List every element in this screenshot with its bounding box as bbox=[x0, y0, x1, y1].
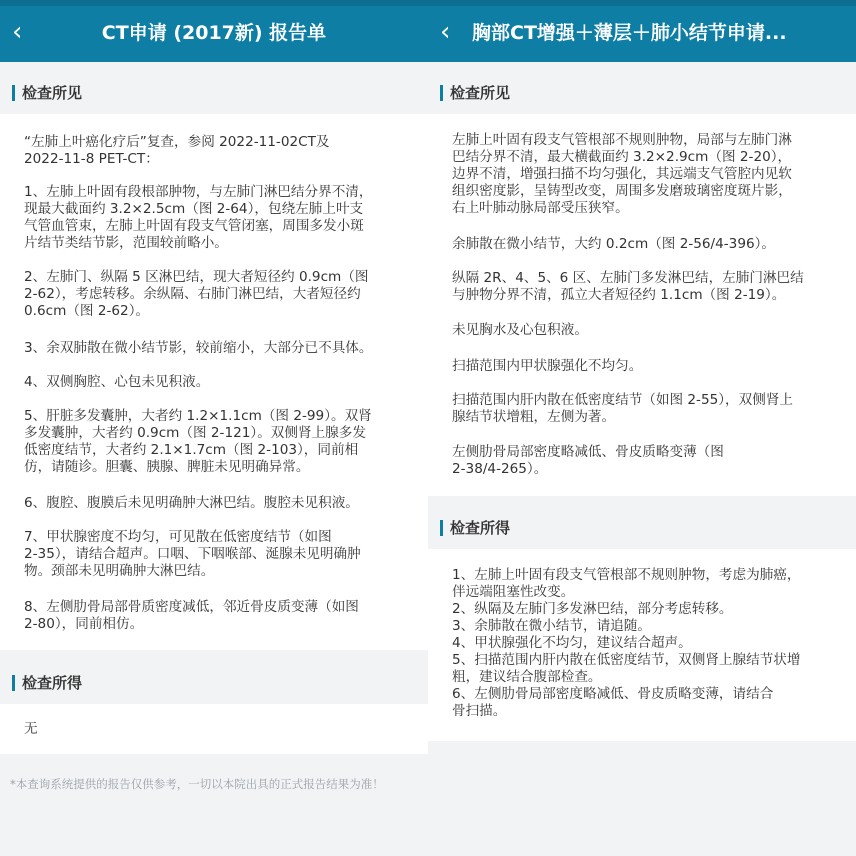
findings-paragraph: 纵隔 2R、4、5、6 区、左肺门多发淋巴结，左肺门淋巴结 与肿物分界不清，孤立大者短径约 1.1cm（图 2-19）。 bbox=[452, 270, 804, 303]
findings-paragraph: “左肺上叶癌化疗后”复查，参阅 2022-11-02CT及 2022-11-8 PET-CT： bbox=[24, 134, 330, 167]
findings-paragraph: 3、余双肺散在微小结节影，较前缩小，大部分已不具体。 bbox=[24, 340, 373, 356]
findings-header-label: 检查所见 bbox=[450, 84, 511, 102]
findings-paragraph: 未见胸水及心包积液。 bbox=[452, 322, 588, 338]
findings-paragraph: 7、甲状腺密度不均匀，可见散在低密度结节（如图 2-35），请结合超声。口咽、下咽喉部、涎腺未见明确肿 物。颈部未见明确肿大淋巴结。 bbox=[24, 529, 361, 579]
findings-paragraph: 4、双侧胸腔、心包未见积液。 bbox=[24, 374, 210, 390]
impression-header-label: 检查所得 bbox=[22, 674, 83, 692]
impression-text: 无 bbox=[24, 721, 38, 737]
page-title: 胸部CT增强＋薄层＋肺小结节申请... bbox=[472, 22, 787, 44]
navigation-bar bbox=[0, 0, 428, 62]
page-title: CT申请 (2017新) 报告单 bbox=[101, 22, 327, 44]
findings-paragraph: 扫描范围内甲状腺强化不均匀。 bbox=[452, 358, 643, 374]
findings-paragraph: 余肺散在微小结节，大约 0.2cm（图 2-56/4-396）。 bbox=[452, 236, 776, 252]
status-bar bbox=[0, 0, 428, 6]
findings-paragraph: 1、左肺上叶固有段根部肿物，与左肺门淋巴结分界不清， 现最大截面约 3.2×2.5cm（图 2-64），包绕左肺上叶支 气管血管束，左肺上叶固有段支气管闭塞，周围多发小斑 片结节类结节影，范围较前略小。 bbox=[24, 184, 373, 251]
disclaimer-note: *本查询系统提供的报告仅供参考，一切以本院出具的正式报告结果为准！ bbox=[10, 777, 384, 791]
findings-card bbox=[0, 114, 428, 650]
status-bar bbox=[428, 0, 856, 6]
findings-section-header bbox=[428, 70, 856, 116]
findings-paragraph: 左肺上叶固有段支气管根部不规则肿物，局部与左肺门淋 巴结分界不清，最大横截面约 3.2×2.9cm（图 2-20）， 边界不清，增强扫描不均匀强化，其远端支气管腔内见软 组织密度影，呈铸型改变，周围多发磨玻璃密度斑片影， 右上叶肺动脉局部受压狭窄。 bbox=[452, 132, 792, 216]
findings-paragraph: 2、左肺门、纵隔 5 区淋巴结，现大者短径约 0.9cm（图 2-62），考虑转移。余纵隔、右肺门淋巴结，大者短径约 0.6cm（图 2-62）。 bbox=[24, 269, 369, 319]
findings-paragraph: 左侧肋骨局部密度略减低、骨皮质略变薄（图 2-38/4-265）。 bbox=[452, 444, 724, 477]
findings-paragraph: 5、肝脏多发囊肿，大者约 1.2×1.1cm（图 2-99）。双肾 多发囊肿，大者约 0.9cm（图 2-121）。双侧肾上腺多发 低密度结节，大者约 2.1×1.7cm（图 2-103），同前相 仿，请随诊。胆囊、胰腺、脾脏未见明确异常。 bbox=[24, 408, 372, 475]
section-accent-bar bbox=[440, 85, 443, 101]
findings-section-header bbox=[0, 70, 428, 116]
findings-paragraph: 扫描范围内肝内散在低密度结节（如图 2-55），双侧肾上 腺结节状增粗，左侧为著。 bbox=[452, 392, 794, 425]
back-chevron-icon[interactable]: ‹ bbox=[12, 17, 23, 47]
findings-paragraph: 6、腹腔、腹膜后未见明确肿大淋巴结。腹腔未见积液。 bbox=[24, 495, 359, 511]
back-chevron-icon[interactable]: ‹ bbox=[440, 17, 451, 47]
impression-text: 1、左肺上叶固有段支气管根部不规则肿物，考虑为肺癌， 伴远端阻塞性改变。 2、纵隔及左肺门多发淋巴结，部分考虑转移。 3、余肺散在微小结节，请追随。 4、甲状腺强化不均匀，建议结合超声。 5、扫描范围内肝内散在低密度结节，双侧肾上腺结节状增 粗，建议结合腹部检查。 6、左侧肋骨局部密度略减低、骨皮质略变薄，请结合 骨扫描。 bbox=[452, 567, 801, 719]
findings-header-label: 检查所见 bbox=[22, 84, 83, 102]
impression-header-label: 检查所得 bbox=[450, 519, 511, 537]
findings-card bbox=[428, 114, 856, 496]
section-accent-bar bbox=[12, 85, 15, 101]
section-accent-bar bbox=[440, 520, 443, 536]
impression-section-header bbox=[0, 660, 428, 706]
impression-card bbox=[428, 549, 856, 741]
navigation-bar bbox=[428, 0, 856, 62]
impression-card bbox=[0, 704, 428, 754]
findings-paragraph: 8、左侧肋骨局部骨质密度减低，邻近骨皮质变薄（如图 2-80），同前相仿。 bbox=[24, 599, 359, 632]
impression-section-header bbox=[428, 505, 856, 551]
right-report-screen bbox=[428, 0, 856, 856]
section-accent-bar bbox=[12, 675, 15, 691]
